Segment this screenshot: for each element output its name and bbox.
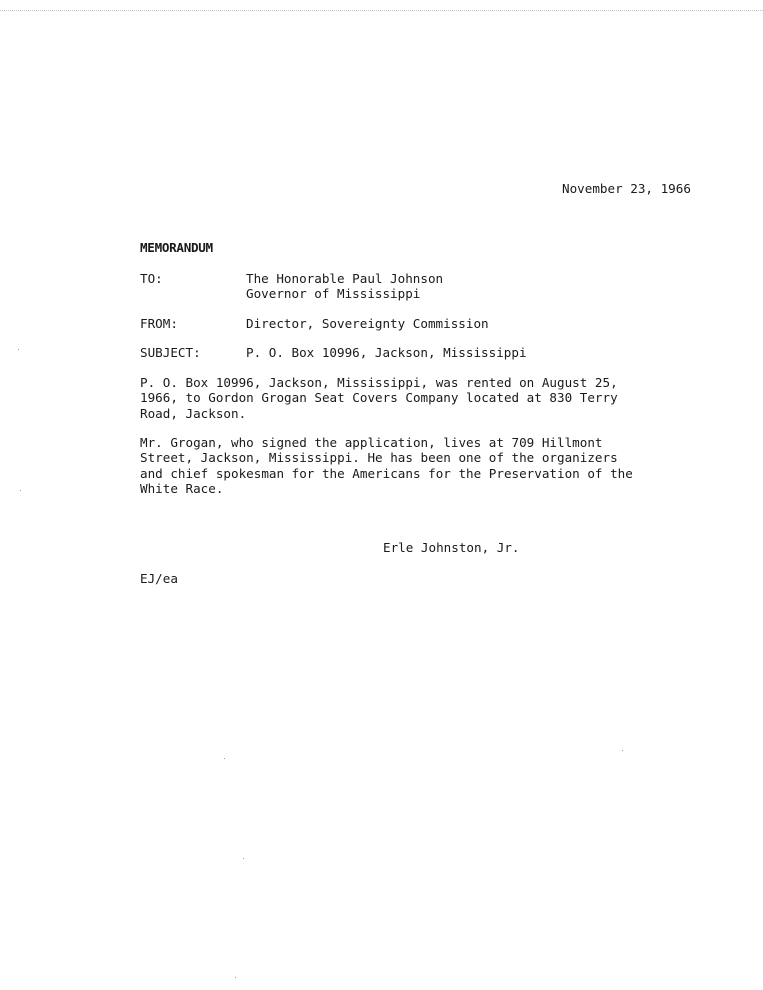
scan-speck bbox=[622, 750, 623, 751]
body-paragraph-1: P. O. Box 10996, Jackson, Mississippi, was rented on August 25, 1966, to Gordon Grogan Seat Covers Company located at 830 Terry Road, Jackson. bbox=[140, 375, 618, 421]
to-label: TO: bbox=[140, 271, 163, 286]
scan-speck bbox=[235, 977, 236, 978]
memo-title: MEMORANDUM bbox=[140, 240, 213, 255]
scan-speck bbox=[243, 858, 244, 859]
from-sender: Director, Sovereignty Commission bbox=[246, 316, 489, 331]
subject-text: P. O. Box 10996, Jackson, Mississippi bbox=[246, 345, 527, 360]
body-paragraph-2: Mr. Grogan, who signed the application, lives at 709 Hillmont Street, Jackson, Mississippi. He has been one of the organizers and chief spokesman for the Americans for the Preservation of the White Race. bbox=[140, 435, 633, 496]
to-recipient-title: Governor of Mississippi bbox=[246, 286, 421, 301]
typist-initials: EJ/ea bbox=[140, 571, 178, 586]
signature: Erle Johnston, Jr. bbox=[383, 540, 520, 555]
memo-date: November 23, 1966 bbox=[562, 181, 691, 196]
from-label: FROM: bbox=[140, 316, 178, 331]
scan-speck bbox=[224, 758, 225, 759]
scan-top-edge bbox=[0, 0, 763, 11]
scan-speck bbox=[20, 490, 21, 491]
to-recipient-name: The Honorable Paul Johnson bbox=[246, 271, 444, 286]
scan-speck bbox=[18, 349, 19, 350]
subject-label: SUBJECT: bbox=[140, 345, 201, 360]
